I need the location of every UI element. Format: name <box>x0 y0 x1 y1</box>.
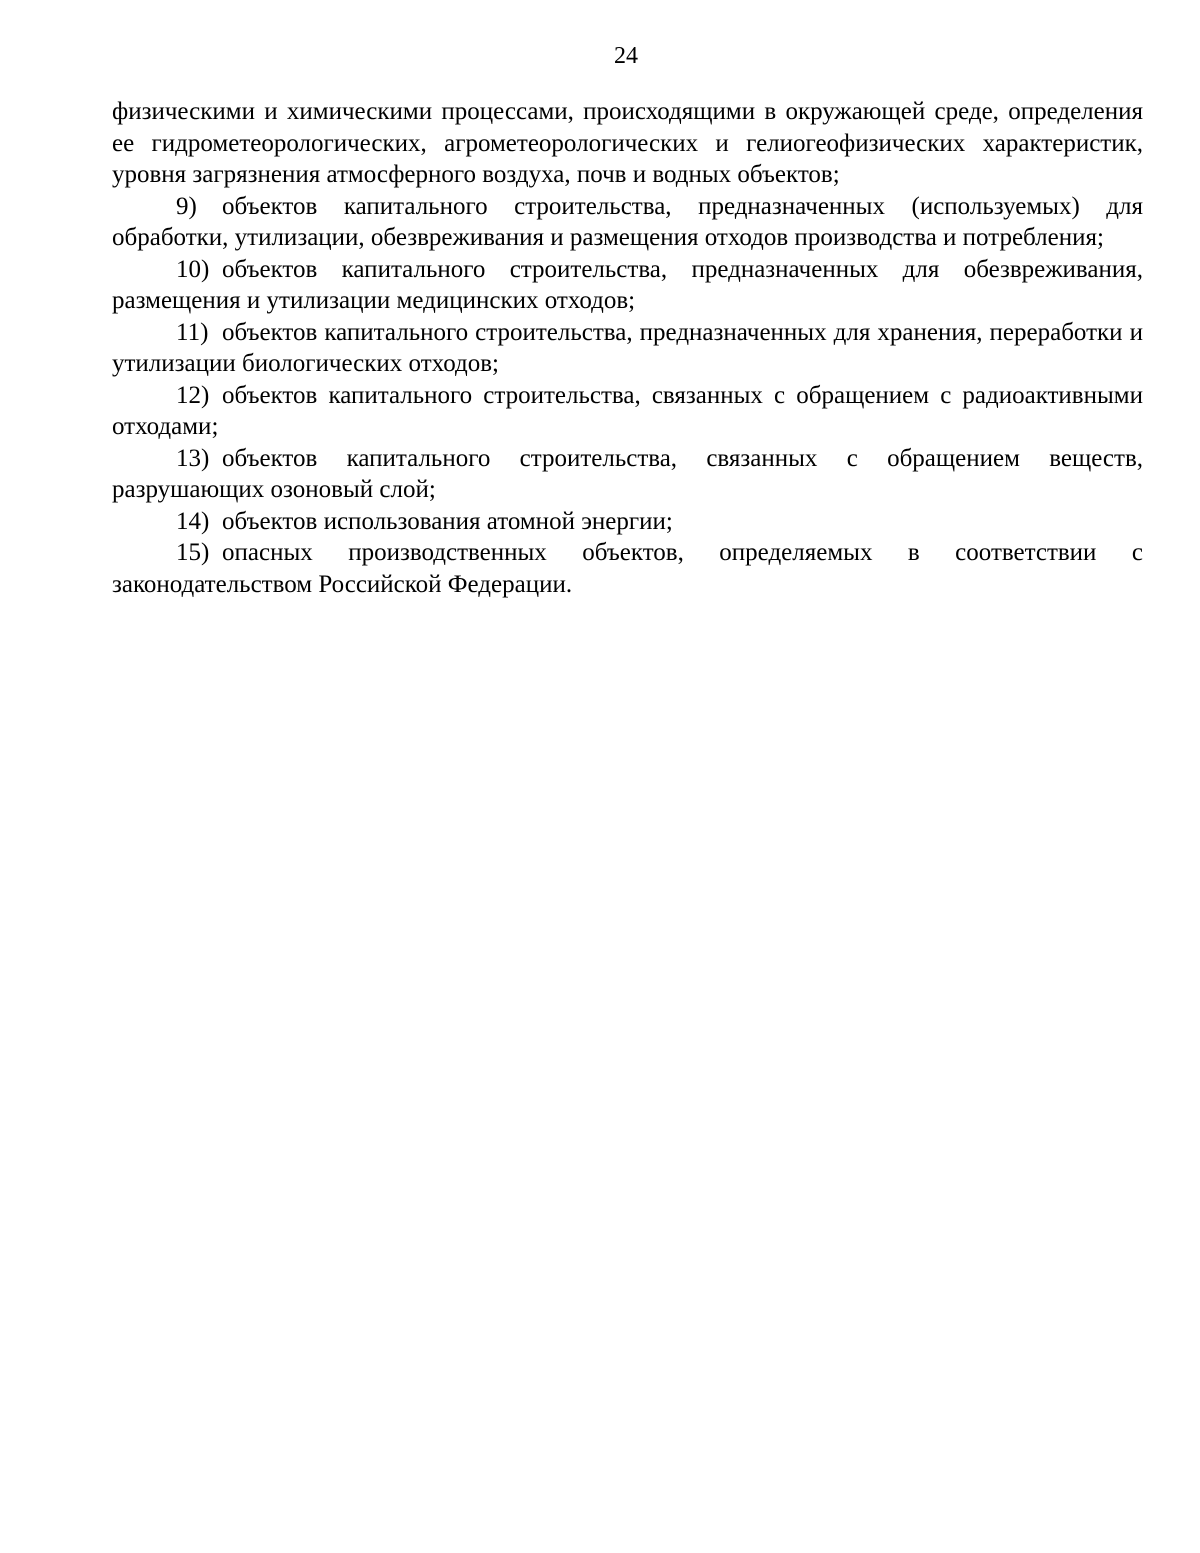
item-text: объектов использования атомной энергии; <box>222 507 673 535</box>
item-text: объектов капитального строительства, связанных с обращением веществ, разрушающих озоновый слой; <box>112 444 1143 503</box>
item-text: объектов капитального строительства, предназначенных для хранения, переработки и утилизации биологических отходов; <box>112 318 1143 377</box>
item-number: 11) <box>176 318 209 346</box>
list-item-10 <box>112 254 1143 317</box>
page-number: 24 <box>614 43 638 69</box>
list-item-11 <box>112 317 1143 380</box>
item-number: 14) <box>176 507 210 535</box>
item-text: объектов капитального строительства, связанных с обращением с радиоактивными отходами; <box>112 381 1143 440</box>
item-number: 12) <box>176 381 210 409</box>
continuation-paragraph: физическими и химическими процессами, происходящими в окружающей среде, определения ее гидрометеорологических, агрометеорологических и гелиогеофизических характеристик, уровня загрязнения атмосферного воздуха, почв и водных объектов; <box>112 98 1143 188</box>
list-item-9 <box>112 191 1143 254</box>
list-item-13 <box>112 443 1143 506</box>
list-item-14 <box>112 506 1143 538</box>
list-item-15 <box>112 537 1143 600</box>
list-item-12 <box>112 380 1143 443</box>
document-body <box>112 96 1143 600</box>
item-text: объектов капитального строительства, предназначенных для обезвреживания, размещения и утилизации медицинских отходов; <box>112 255 1143 314</box>
item-number: 13) <box>176 444 210 472</box>
item-text: опасных производственных объектов, определяемых в соответствии с законодательством Российской Федерации. <box>112 539 1143 598</box>
item-text: объектов капитального строительства, предназначенных (используемых) для обработки, утилизации, обезвреживания и размещения отходов производства и потребления; <box>112 192 1143 251</box>
item-number: 15) <box>176 539 210 566</box>
item-number: 9) <box>176 192 197 220</box>
item-number: 10) <box>176 255 210 283</box>
